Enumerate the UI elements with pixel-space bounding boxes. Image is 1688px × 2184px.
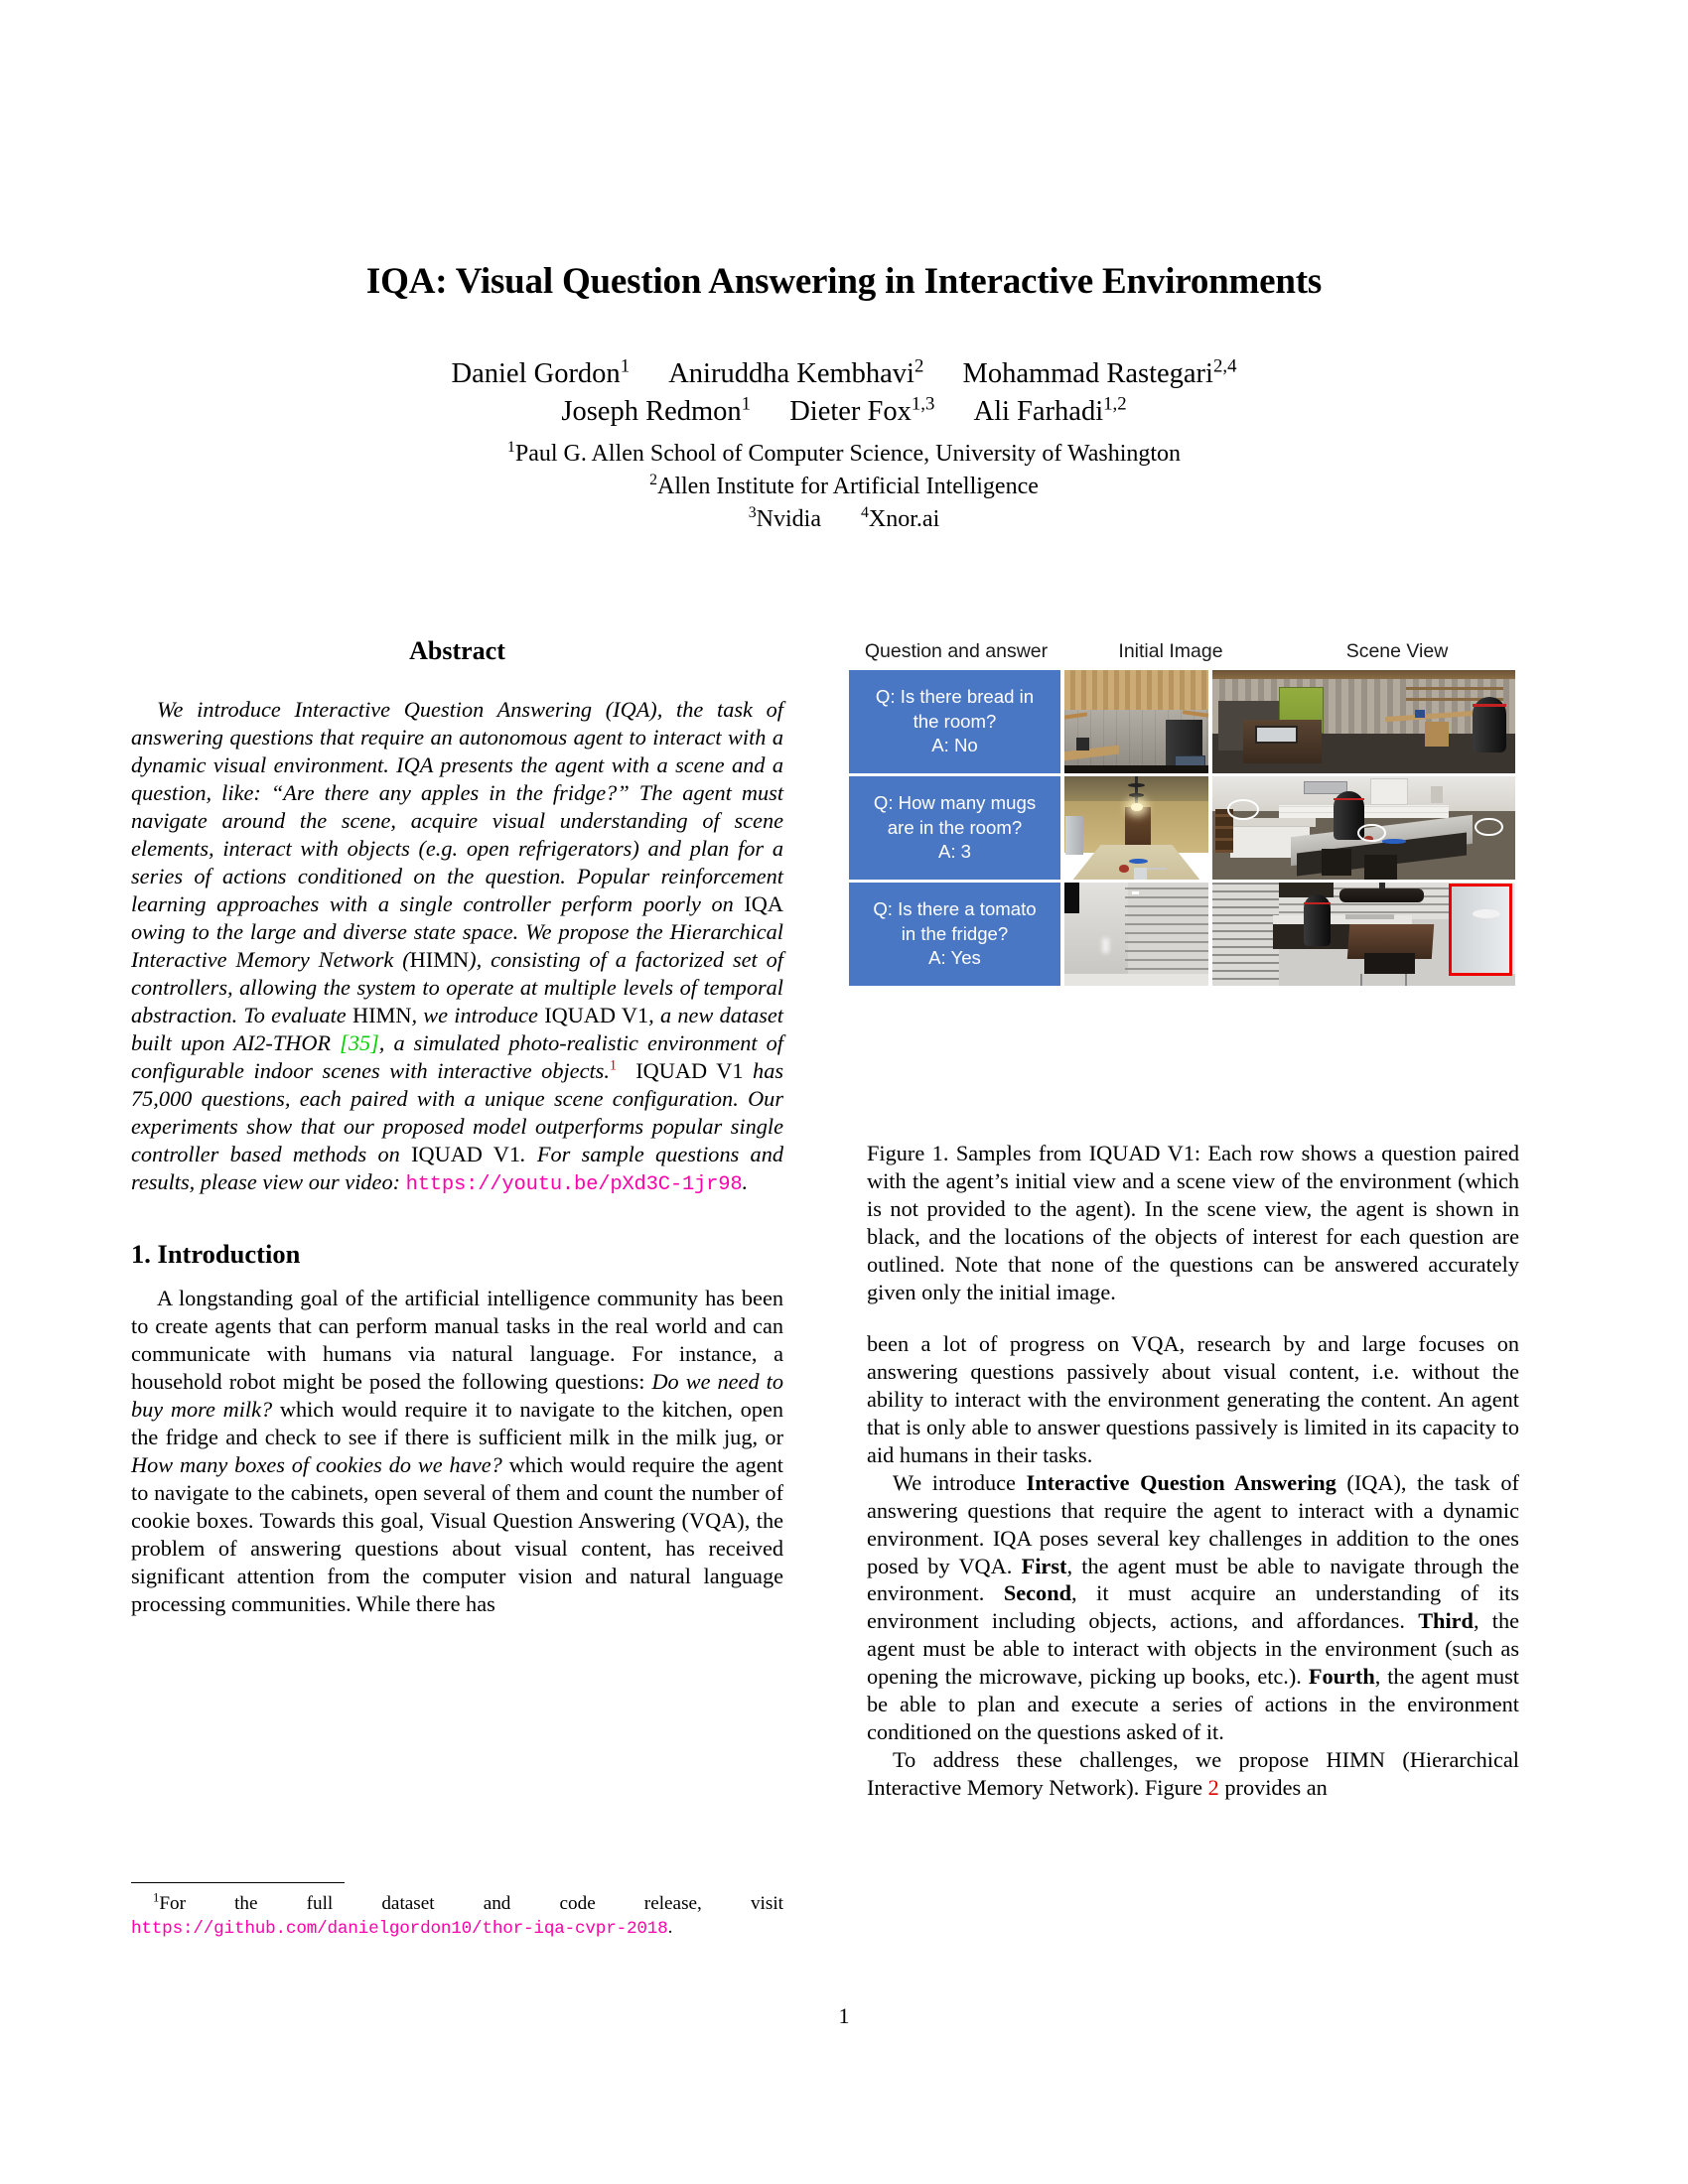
qa-answer: A: No <box>931 735 978 756</box>
object-highlight <box>1227 799 1258 820</box>
affil-marker: 2 <box>649 472 658 489</box>
author-affil-marker: 2,4 <box>1212 355 1237 377</box>
object-highlight <box>1357 824 1385 843</box>
figure-row <box>849 776 1516 880</box>
figure-1-caption: Figure 1. Samples from IQUAD V1: Each row shows a question paired with the agent’s initial view and a scene view of the environment (which is not provided to the agent). In the scene view, the agent is shown in black, and the locations of the objects of interest for each question are outlined. Note that none of the questions can be answered accurately given only the initial image. <box>867 1141 1519 1304</box>
section-heading-introduction: 1. Introduction <box>131 1239 301 1270</box>
github-link[interactable]: https://github.com/danielgordon10/thor-iqa-cvpr-2018 <box>131 1919 668 1940</box>
page-title: IQA: Visual Question Answering in Interactive Environments <box>365 261 1323 302</box>
qa-answer: A: Yes <box>928 947 981 969</box>
initial-image <box>1064 670 1208 773</box>
qa-question-line2: the room? <box>913 710 997 732</box>
right-column <box>867 1330 1519 1802</box>
figure-column-headers <box>849 640 1516 663</box>
qa-question-line1: Q: How many mugs <box>873 792 1037 814</box>
initial-image-art <box>1064 776 1208 880</box>
initial-image-art <box>1064 670 1208 773</box>
left-column <box>131 635 783 1618</box>
agent-marker <box>1304 894 1331 946</box>
page-number: 1 <box>838 2003 850 2028</box>
qa-panel <box>849 883 1060 986</box>
body-paragraph-2: been a lot of progress on VQA, research by and large focuses on answering questions passively about visual content, i.e. without the ability to interact with the environment generating the content. An agent that is only able to answer questions passively is limited in its capacity to aid humans in their tasks. <box>867 1331 1519 1467</box>
scene-view-image <box>1212 883 1515 986</box>
figure-reference-link[interactable]: 2 <box>1207 1775 1219 1800</box>
footnote-number: 1 <box>153 1890 160 1905</box>
body-paragraph-3: We introduce Interactive Question Answering (IQA), the task of answering questions that require the agent to interact with a dynamic environment. IQA poses several key challenges in addition to the ones posed by VQA. First, the agent must be able to navigate through the environment. Second, it must acquire an understanding of its environment including objects, actions, and affordances. Third, the agent must be able to interact with objects in the environment (such as opening the microwave, picking up books, etc.). Fourth, the agent must be able to plan and execute a series of actions in the environment conditioned on the questions asked of it. <box>867 1469 1520 1745</box>
footnote-rule <box>131 1882 345 1883</box>
figure-row <box>849 670 1516 773</box>
author-list <box>169 355 1519 433</box>
agent-marker <box>1473 697 1506 752</box>
figure-header-question-answer: Question and answer <box>864 640 1049 662</box>
scene-view-image <box>1212 776 1515 880</box>
author-affil-marker: 1,3 <box>911 393 935 415</box>
affiliation-list <box>169 438 1519 536</box>
author-affil-marker: 1 <box>620 355 631 377</box>
affil-marker: 4 <box>861 504 869 522</box>
affil-marker: 3 <box>748 504 757 522</box>
scene-view-art <box>1212 883 1515 986</box>
scene-view-art <box>1212 670 1515 773</box>
author: Joseph Redmon$^1$ <box>561 393 752 428</box>
figure-header-initial-image: Initial Image <box>1118 640 1223 662</box>
abstract-heading: Abstract <box>409 636 505 665</box>
author: Mohammad Rastegari$^{2,4}$ <box>962 355 1237 389</box>
affiliation: $^1$Paul G. Allen School of Computer Science, University of Washington <box>506 439 1182 468</box>
body-paragraph-4: To address these challenges, we propose HIMN (Hierarchical Interactive Memory Network). Figure 2 provides an <box>867 1747 1519 1800</box>
initial-image <box>1064 883 1208 986</box>
figure-grid <box>849 670 1516 986</box>
object-highlight-box <box>1449 884 1512 976</box>
affil-marker: 1 <box>506 439 515 457</box>
author-affil-marker: 1 <box>741 393 752 415</box>
author-affil-marker: 1,2 <box>1103 393 1127 415</box>
qa-question-line1: Q: Is there bread in <box>875 686 1035 708</box>
abstract-text: We introduce Interactive Question Answering (IQA), the task of answering questions that require an autonomous agent to interact with a dynamic visual environment. IQA presents the agent with a scene and a question, like: “Are there any apples in the fridge?” The agent must navigate around the scene, acquire visual understanding of scene elements, interact with objects (e.g. open refrigerators) and plan for a series of actions conditioned on the question. Popular reinforcement learning approaches with a single controller perform poorly on IQA owing to the large and diverse state space. We propose the Hierarchical Interactive Memory Network (HIMN), consisting of a factorized set of controllers, allowing the system to operate at multiple levels of temporal abstraction. To evaluate HIMN, we introduce IQUAD V1, a new dataset built upon AI2-THOR [35], a simulated photo-realistic environment of configurable indoor scenes with interactive objects.$^1$ IQUAD V1 has 75,000 questions, each paired with a unique scene configuration. Our experiments show that our proposed model outperforms popular single controller based methods on IQUAD V1. For sample questions and results, please view our video: https://youtu.be/pXd3C-1jr98. <box>131 696 784 1197</box>
initial-image <box>1064 776 1208 880</box>
figure-header-scene-view: Scene View <box>1345 640 1449 662</box>
initial-image-art <box>1064 883 1208 986</box>
qa-question-line1: Q: Is there a tomato <box>873 898 1037 920</box>
author-affil-marker: 2 <box>914 355 924 377</box>
qa-answer: A: 3 <box>937 841 972 863</box>
qa-question-line2: are in the room? <box>887 816 1023 838</box>
author: Daniel Gordon$^1$ <box>451 355 631 389</box>
author: Aniruddha Kembhavi$^2$ <box>668 355 924 389</box>
scene-view-art <box>1212 776 1515 880</box>
figure-1 <box>849 640 1516 989</box>
affiliation: $^2$Allen Institute for Artificial Intelligence <box>649 472 1039 500</box>
qa-question-line2: in the fridge? <box>901 922 1009 944</box>
author: Dieter Fox$^{1,3}$ <box>789 393 935 428</box>
qa-panel <box>849 670 1060 773</box>
video-link[interactable]: https://youtu.be/pXd3C-1jr98 <box>405 1173 743 1197</box>
footnote-marker[interactable]: 1 <box>609 1057 618 1074</box>
citation-link[interactable]: [35] <box>340 1030 379 1056</box>
author: Ali Farhadi$^{1,2}$ <box>973 393 1127 428</box>
object-highlight <box>1475 818 1502 837</box>
affiliation: $^3$Nvidia $^4$Xnor.ai <box>748 504 940 533</box>
title-block <box>169 260 1519 536</box>
figure-row <box>849 883 1516 986</box>
footnote-text: $^1$For the full dataset and code release, visit https://github.com/danielgordon10/thor-iqa-cvpr-2018. <box>131 1890 783 1940</box>
footnote <box>131 1882 783 1940</box>
qa-panel <box>849 776 1060 880</box>
author-row-2 <box>169 393 1519 432</box>
author-row-1 <box>169 355 1519 394</box>
intro-paragraph-1: A longstanding goal of the artificial intelligence community has been to create agents that can perform manual tasks in the real world and can communicate with humans via natural language. For instance, a household robot might be posed the following questions: Do we need to buy more milk? which would require it to navigate to the kitchen, open the fridge and check to see if there is sufficient milk in the milk jug, or How many boxes of cookies do we have? which would require the agent to navigate to the cabinets, open several of them and count the number of cookie boxes. Towards this goal, Visual Question Answering (VQA), the problem of answering questions about visual content, has received significant attention from the computer vision and natural language processing communities. While there has <box>131 1286 784 1616</box>
scene-view-image <box>1212 670 1515 773</box>
